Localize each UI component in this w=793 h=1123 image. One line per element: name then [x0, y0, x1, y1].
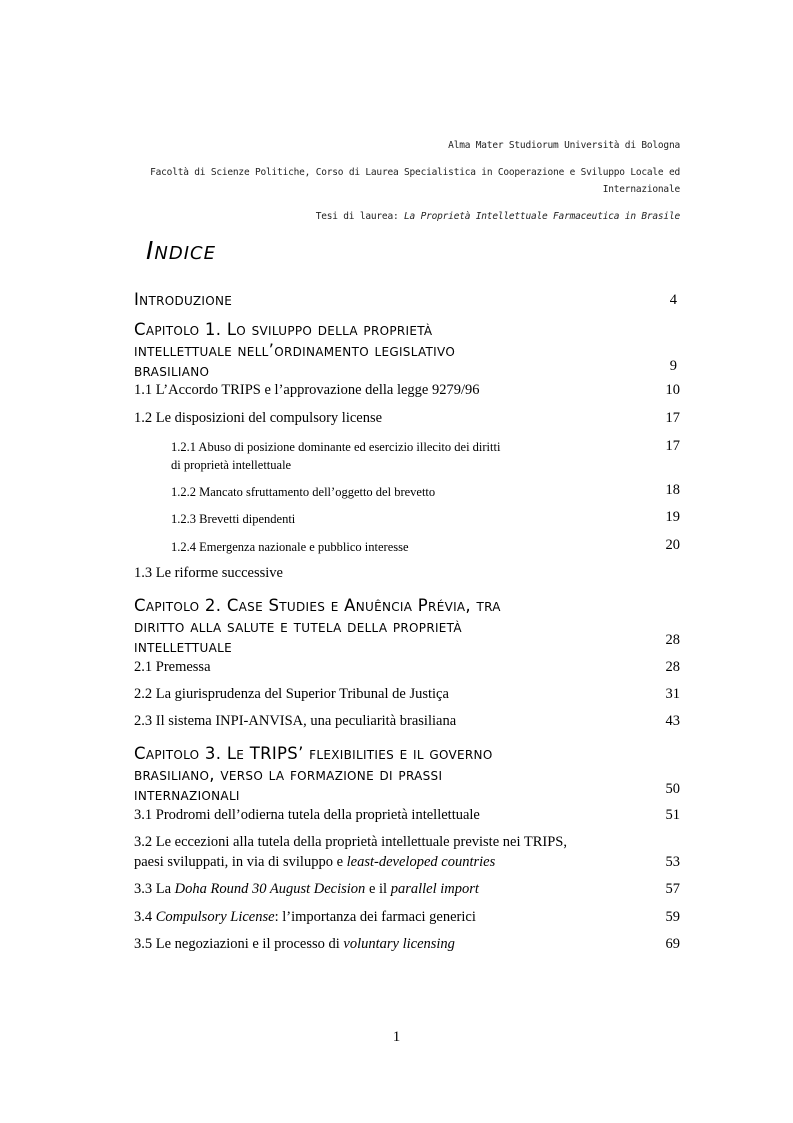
thesis-title: La Proprietà Intellettuale Farmaceutica in Brasile	[404, 211, 680, 222]
section-3-2-text: paesi sviluppati, in via di sviluppo e	[134, 854, 344, 870]
toc-section-3-3-page: 57	[665, 881, 680, 897]
toc-section-2-3: 2.3 Il sistema INPI-ANVISA, una peculiarità brasiliana	[134, 713, 457, 729]
thesis-label: Tesi di laurea:	[315, 211, 399, 222]
toc-section-1-1: 1.1 L’Accordo TRIPS e l’approvazione della legge 9279/96	[134, 382, 480, 398]
chapter-3-line2: brasiliano, verso la formazione di prassi	[134, 764, 443, 784]
toc-section-3-4-page: 59	[665, 909, 680, 925]
section-3-3-d: parallel import	[390, 881, 479, 897]
toc-section-1-2: 1.2 Le disposizioni del compulsory license	[134, 410, 383, 426]
chapter-2-line2: diritto alla salute e tutela della proprietà	[134, 616, 462, 636]
header-faculty-line2: Internazionale	[602, 184, 680, 195]
toc-section-3-1-page: 51	[665, 807, 680, 823]
header-thesis	[316, 211, 680, 222]
section-3-5-a: 3.5 Le negoziazioni e il processo di	[134, 936, 340, 952]
toc-section-2-1: 2.1 Premessa	[134, 659, 211, 675]
toc-section-3-2-page: 53	[665, 854, 680, 870]
toc-section-3-5	[134, 936, 455, 953]
header-university: Alma Mater Studiorum Università di Bologna	[448, 140, 680, 151]
toc-section-1-2-2: 1.2.2 Mancato sfruttamento dell’oggetto del brevetto	[171, 485, 436, 499]
chapter-2-line1: Capitolo 2. Case Studies e Anuência Prévia, tra	[134, 596, 501, 615]
toc-section-3-2-line1: 3.2 Le eccezioni alla tutela della proprietà intellettuale previste nei TRIPS,	[134, 834, 567, 850]
toc-section-1-2-3-page: 19	[665, 509, 680, 525]
chapter-3-line1: Capitolo 3. Le TRIPS’ flexibilities e il governo	[134, 744, 493, 763]
toc-section-2-2: 2.2 La giurisprudenza del Superior Tribunal de Justiça	[134, 686, 449, 702]
toc-section-3-5-page: 69	[665, 936, 680, 952]
section-3-5-b: voluntary licensing	[343, 936, 455, 952]
toc-section-1-2-4-page: 20	[665, 537, 680, 553]
toc-introduzione-page: 4	[669, 292, 677, 308]
chapter-1-line3: brasiliano	[134, 361, 210, 380]
page-number: 1	[392, 1029, 401, 1045]
section-3-2-italic: least-developed countries	[346, 854, 496, 870]
toc-section-2-3-page: 43	[665, 713, 680, 729]
toc-chapter-2-page: 28	[665, 632, 680, 648]
section-3-4-b: Compulsory License	[155, 909, 275, 925]
toc-section-1-2-4: 1.2.4 Emergenza nazionale e pubblico interesse	[171, 540, 409, 554]
toc-chapter-3	[134, 744, 584, 806]
header-faculty-line1: Facoltà di Scienze Politiche, Corso di Laurea Specialistica in Cooperazione e Sviluppo Locale ed	[150, 167, 680, 178]
toc-section-3-3	[134, 881, 479, 898]
toc-section-1-2-page: 17	[665, 410, 680, 426]
toc-section-3-4	[134, 909, 476, 926]
section-3-3-b: Doha Round 30 August Decision	[174, 881, 366, 897]
page-title: Indice	[146, 236, 216, 265]
toc-section-2-2-page: 31	[665, 686, 680, 702]
chapter-1-line2: intellettuale nell’ordinamento legislativo	[134, 340, 456, 360]
toc-chapter-3-page: 50	[665, 781, 680, 797]
toc-section-1-2-1	[171, 438, 500, 474]
toc-section-2-1-page: 28	[665, 659, 680, 675]
toc-section-3-2-line2	[134, 854, 495, 871]
chapter-2-line3: intellettuale	[134, 637, 232, 656]
section-1-2-1-line1: 1.2.1 Abuso di posizione dominante ed esercizio illecito dei diritti	[171, 440, 501, 454]
toc-chapter-2	[134, 596, 584, 658]
section-3-4-c: : l’importanza dei farmaci generici	[274, 909, 476, 925]
toc-section-1-1-page: 10	[665, 382, 680, 398]
section-3-3-c: e il	[368, 881, 388, 897]
toc-introduzione: Introduzione	[134, 290, 233, 309]
section-3-4-a: 3.4	[134, 909, 153, 925]
section-1-2-1-line2: di proprietà intellettuale	[171, 458, 292, 472]
toc-section-1-3: 1.3 Le riforme successive	[134, 565, 283, 581]
toc-section-1-2-1-page: 17	[665, 438, 680, 454]
section-3-3-a: 3.3 La	[134, 881, 172, 897]
toc-section-1-2-2-page: 18	[665, 482, 680, 498]
toc-section-3-1: 3.1 Prodromi dell’odierna tutela della proprietà intellettuale	[134, 807, 480, 823]
toc-chapter-1-page: 9	[669, 358, 677, 374]
toc-chapter-1	[134, 320, 584, 382]
chapter-3-line3: internazionali	[134, 785, 240, 804]
chapter-1-line1: Capitolo 1. Lo sviluppo della proprietà	[134, 320, 433, 339]
toc-section-1-2-3: 1.2.3 Brevetti dipendenti	[171, 512, 296, 526]
